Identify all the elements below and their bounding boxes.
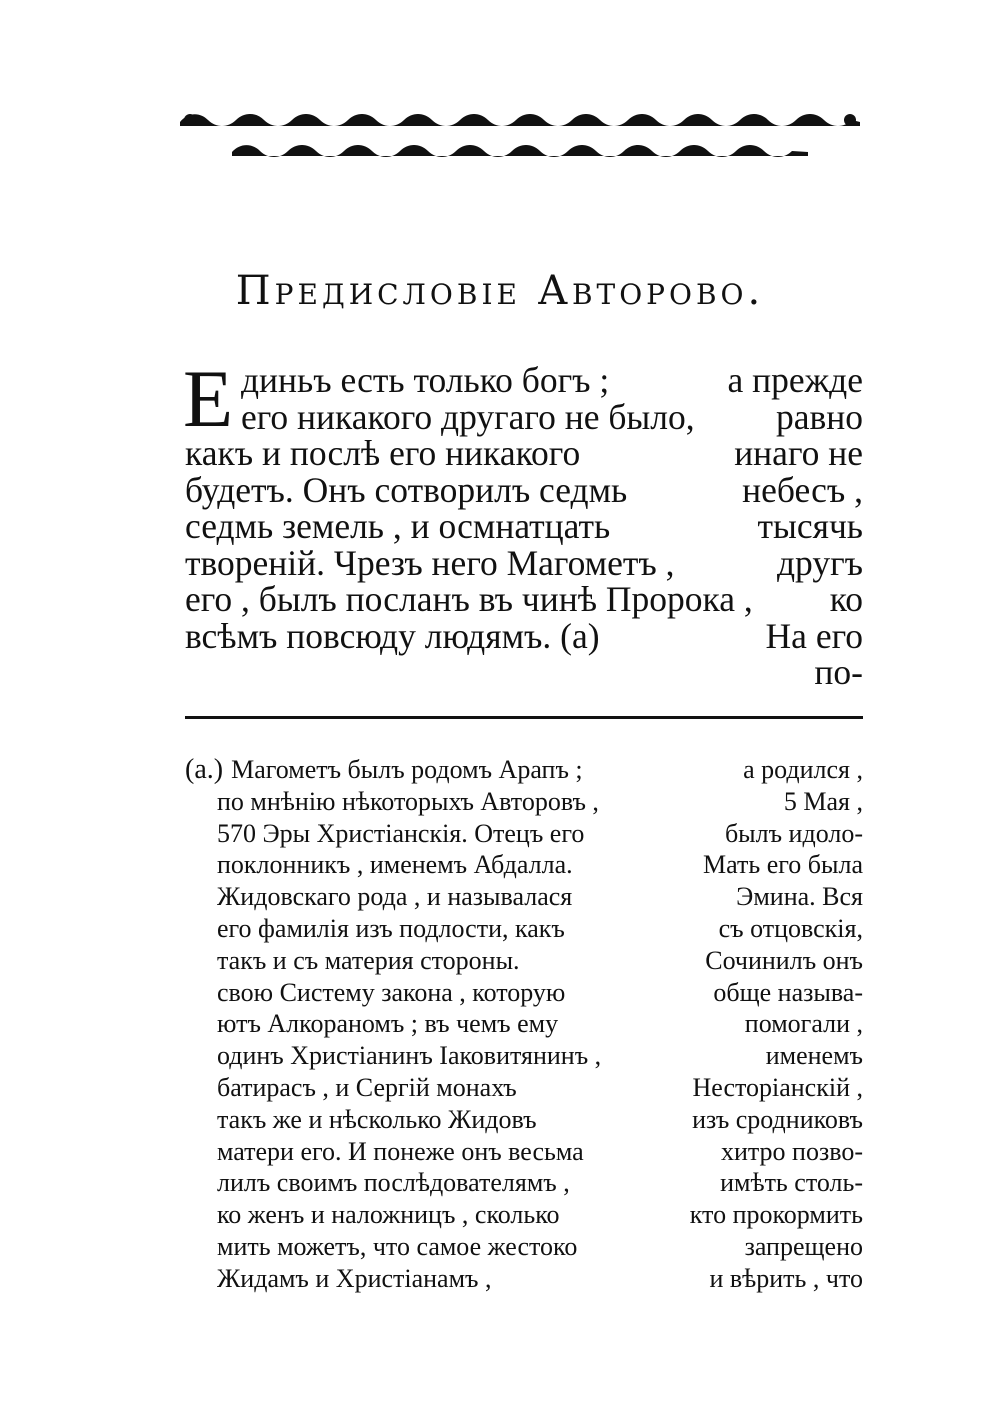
footnote-line: такъ же и нѣсколько Жидовъ изъ сродниковъ — [217, 1104, 863, 1134]
footnote-line: такъ и съ материя стороны. Сочинилъ онъ — [217, 945, 863, 975]
footnote-line: его фамилія изъ подлости, какъ съ отцовскія, — [217, 913, 863, 943]
main-line-catchword: по- — [814, 652, 863, 692]
main-line: диньъ есть только богъ ; а прежде — [241, 360, 863, 400]
ornament-top-icon — [178, 110, 862, 132]
main-line: его , былъ посланъ въ чинѣ Пророка , ко — [185, 579, 863, 619]
footnote-line: мить можетъ, что самое жестоко запрещено — [217, 1231, 863, 1261]
footnote — [185, 754, 863, 1295]
drop-cap: Е — [183, 353, 234, 444]
footnote-line: 570 Эры Христіанскія. Отецъ его былъ идоло- — [217, 818, 863, 848]
footnote-line: свою Систему закона , которую обще называ- — [217, 977, 863, 1007]
main-text — [183, 353, 863, 692]
footnote-line: (а.) Магометъ былъ родомъ Арапъ ; а родился , — [185, 754, 863, 785]
footnote-line: поклонникъ , именемъ Абдалла. Мать его была — [217, 850, 863, 880]
footnote-line: батирасъ , и Сергій монахъ Несторіанскій , — [217, 1072, 863, 1102]
main-line: твореній. Чрезъ него Магометъ , другъ — [185, 542, 863, 583]
footnote-line: одинъ Христіанинъ Іаковитянинъ , именемъ — [217, 1041, 863, 1071]
footnote-line: лилъ своимъ послѣдователямъ , имѣть столь- — [217, 1168, 863, 1198]
footnote-line: Жидамъ и Христіанамъ , и вѣрить , что — [217, 1263, 863, 1293]
footnote-line: по мнѣнію нѣкоторыхъ Авторовъ , 5 Мая , — [217, 786, 863, 816]
footnote-line: ко женъ и наложницъ , сколько кто прокормить — [217, 1200, 863, 1230]
ornament-bottom-icon — [230, 140, 810, 162]
footnote-separator — [185, 716, 863, 719]
page-title: Предисловіе Авторово. — [235, 268, 765, 314]
footnote-line: матери его. И понеже онъ весьма хитро позво- — [217, 1136, 863, 1166]
footnote-line: ютъ Алкораномъ ; въ чемъ ему помогали , — [217, 1009, 863, 1039]
main-line: его никакого другаго не было, равно — [241, 396, 863, 437]
footnote-marker: (а.) — [185, 754, 224, 785]
footnote-line: Жидовскаго рода , и называлася Эмина. Вся — [217, 882, 863, 912]
main-line: какъ и послѣ его никакого инаго не — [185, 433, 863, 473]
main-line: будетъ. Онъ сотворилъ седмь небесъ , — [185, 469, 863, 510]
main-line: седмь земель , и осмнатцать тысячь — [185, 506, 863, 546]
main-line: всѣмъ повсюду людямъ. (а) На его — [185, 615, 863, 656]
